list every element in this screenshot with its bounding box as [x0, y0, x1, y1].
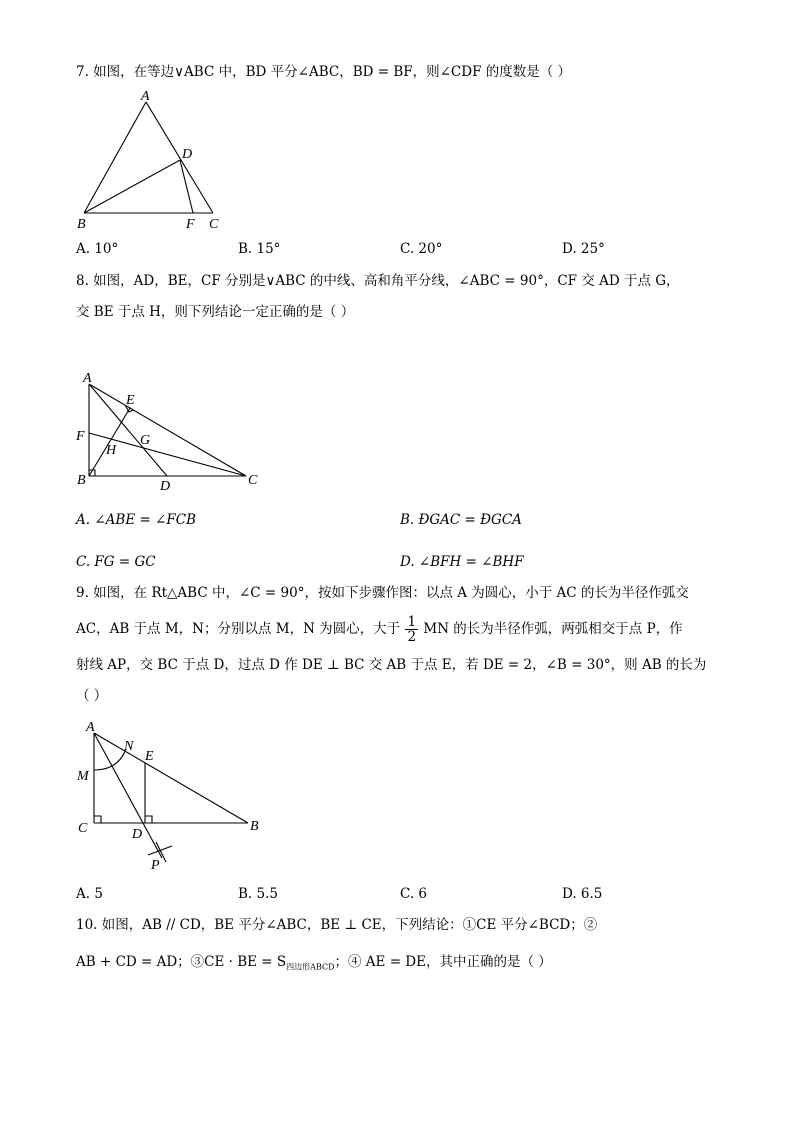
q9-label-b: B: [250, 819, 259, 834]
q9-side-ab: [94, 733, 248, 823]
q7-label-f: F: [186, 217, 195, 232]
q8-label-h: H: [106, 443, 117, 458]
q9-option-a[interactable]: A. 5: [76, 886, 103, 902]
q8-stem-line1: 8. 如图，AD，BE，CF 分别是∨ABC 的中线、高和角平分线，∠ABC = 90°，CF 交 AD 于点 G，: [76, 273, 680, 289]
q9-fraction-denominator: 2: [407, 629, 417, 645]
q7-option-d[interactable]: D. 25°: [562, 241, 605, 257]
q8-label-b: B: [77, 473, 86, 488]
q9-option-d[interactable]: D. 6.5: [562, 886, 603, 902]
q10-stem-line2-part2: ；④ AE = DE，其中正确的是（ ）: [334, 954, 552, 970]
q7-label-b: B: [77, 217, 86, 232]
q8-label-e: E: [126, 393, 135, 408]
q10-stem-line1: 10. 如图，AB // CD，BE 平分∠ABC，BE ⊥ CE，下列结论：①CE 平分∠BCD；②: [76, 917, 598, 933]
q10-stem-line2-part1: AB + CD = AD；③CE · BE = S: [76, 954, 287, 970]
q9-fraction-numerator: 1: [407, 614, 417, 630]
q7-option-c[interactable]: C. 20°: [400, 241, 443, 257]
q9-right-angle-d: [145, 816, 152, 823]
q8-label-c: C: [248, 473, 258, 488]
q9-stem-line2-part2: MN 的长为半径作弧，两弧相交于点 P，作: [423, 621, 683, 637]
q9-arc-a: [94, 749, 126, 770]
q10-stem-line2: [76, 953, 552, 977]
q9-label-d: D: [132, 827, 143, 842]
q7-label-a: A: [141, 89, 150, 104]
q7-label-d: D: [182, 147, 193, 162]
q9-label-p: P: [151, 858, 160, 873]
q8-label-f: F: [76, 429, 85, 444]
q8-option-d[interactable]: D. ∠BFH = ∠BHF: [400, 554, 524, 570]
q7-option-b[interactable]: B. 15°: [238, 241, 281, 257]
q9-label-n: N: [124, 739, 134, 754]
q9-right-angle-c: [94, 816, 101, 823]
q7-stem: 7. 如图，在等边∨ABC 中，BD 平分∠ABC，BD = BF，则∠CDF 的度数是（ ）: [76, 64, 572, 80]
q9-stem-line1: 9. 如图，在 Rt△ABC 中，∠C = 90°，按如下步骤作图：以点 A 为圆心，小于 AC 的长为半径作弧交: [76, 585, 689, 601]
q8-option-a[interactable]: A. ∠ABE = ∠FCB: [76, 512, 196, 528]
q8-option-b[interactable]: B. ĐGAC = ĐGCA: [400, 512, 522, 528]
q8-stem-line2: 交 BE 于点 H，则下列结论一定正确的是（ ）: [76, 304, 355, 320]
q9-stem-line3: 射线 AP，交 BC 于点 D，过点 D 作 DE ⊥ BC 交 AB 于点 E，若 DE = 2，∠B = 30°，则 AB 的长为: [76, 657, 707, 673]
q8-label-d: D: [160, 479, 171, 494]
q9-label-m: M: [77, 769, 89, 784]
q9-label-c: C: [78, 821, 88, 836]
q8-option-c[interactable]: C. FG = GC: [76, 554, 156, 570]
q9-option-b[interactable]: B. 5.5: [238, 886, 278, 902]
q10-area-subscript: 四边形ABCD: [286, 962, 335, 972]
q9-label-a: A: [86, 720, 95, 735]
q9-option-c[interactable]: C. 6: [400, 886, 428, 902]
q7-label-c: C: [209, 217, 219, 232]
q9-stem-line4: （ ）: [76, 688, 108, 704]
q7-option-a[interactable]: A. 10°: [76, 241, 119, 257]
q8-label-a: A: [83, 371, 92, 386]
q9-label-e: E: [145, 749, 154, 764]
q8-label-g: G: [140, 433, 151, 448]
q9-stem-line2-part1: AC，AB 于点 M，N；分别以点 M，N 为圆心，大于: [76, 621, 401, 637]
